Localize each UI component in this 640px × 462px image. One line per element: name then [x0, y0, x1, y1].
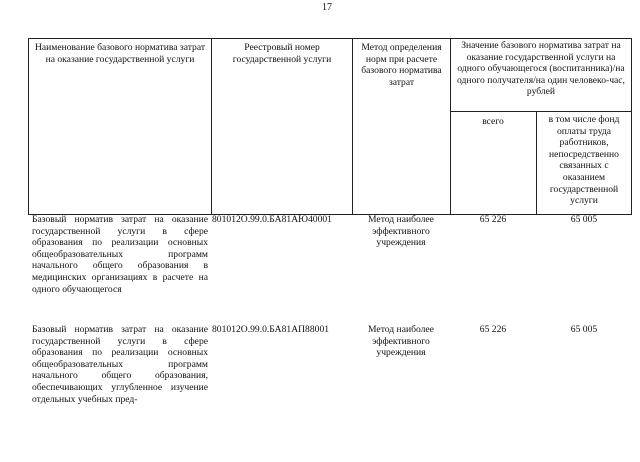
- column-divider: [450, 38, 451, 214]
- table-left-border: [28, 38, 29, 214]
- subheader-total: всего: [482, 116, 504, 127]
- row-1-norm-name: Базовый норматив затрат на оказание государственной услуги в сфере образования по реализации основных общеобразовательных программ начального общего образования в медицинских организациях в расчете на одного обучающегося: [32, 214, 208, 295]
- row-2-registry-number: 801012О.99.0.БА81АП88001: [212, 324, 330, 335]
- header-registry-number: Реестровый номер государственной услуги: [232, 42, 332, 65]
- row-1-total-value: 65 226: [479, 214, 507, 225]
- page-number: 17: [322, 2, 332, 13]
- row-1-wage-fund-value: 65 005: [570, 214, 598, 225]
- column-divider: [211, 38, 212, 214]
- row-2-wage-fund-value: 65 005: [570, 324, 598, 335]
- table-top-border: [28, 38, 632, 39]
- row-2-total-value: 65 226: [479, 324, 507, 335]
- header-norm-value: Значение базового норматива затрат на оказание государственной услуги на одного обучающегося (воспитанника)/на одного получателя/на один человеко-час, рублей: [457, 40, 625, 98]
- table-right-border: [631, 38, 632, 214]
- subheader-wage-fund: в том числе фонд оплаты труда работников, непосредственно связанных с оказанием государственной услуги: [548, 114, 620, 207]
- row-1-registry-number: 801012О.99.0.БА81АЮ40001: [212, 214, 332, 225]
- row-2-method: Метод наиболее эффективного учреждения: [368, 324, 434, 359]
- row-1-method: Метод наиболее эффективного учреждения: [368, 214, 434, 249]
- subheader-divider: [450, 111, 632, 112]
- header-method: Метод определения норм при расчете базового норматива затрат: [361, 42, 442, 88]
- row-2-norm-name: Базовый норматив затрат на оказание государственной услуги в сфере образования по реализации основных общеобразовательных программ начального общего образования, обеспечивающих углубленное изучение отдельных учебных пред-: [32, 324, 208, 405]
- column-divider: [352, 38, 353, 214]
- norms-table-header: [28, 38, 632, 214]
- header-service-norm-name: Наименование базового норматива затрат на оказание государственной услуги: [34, 42, 206, 65]
- column-divider: [536, 111, 537, 214]
